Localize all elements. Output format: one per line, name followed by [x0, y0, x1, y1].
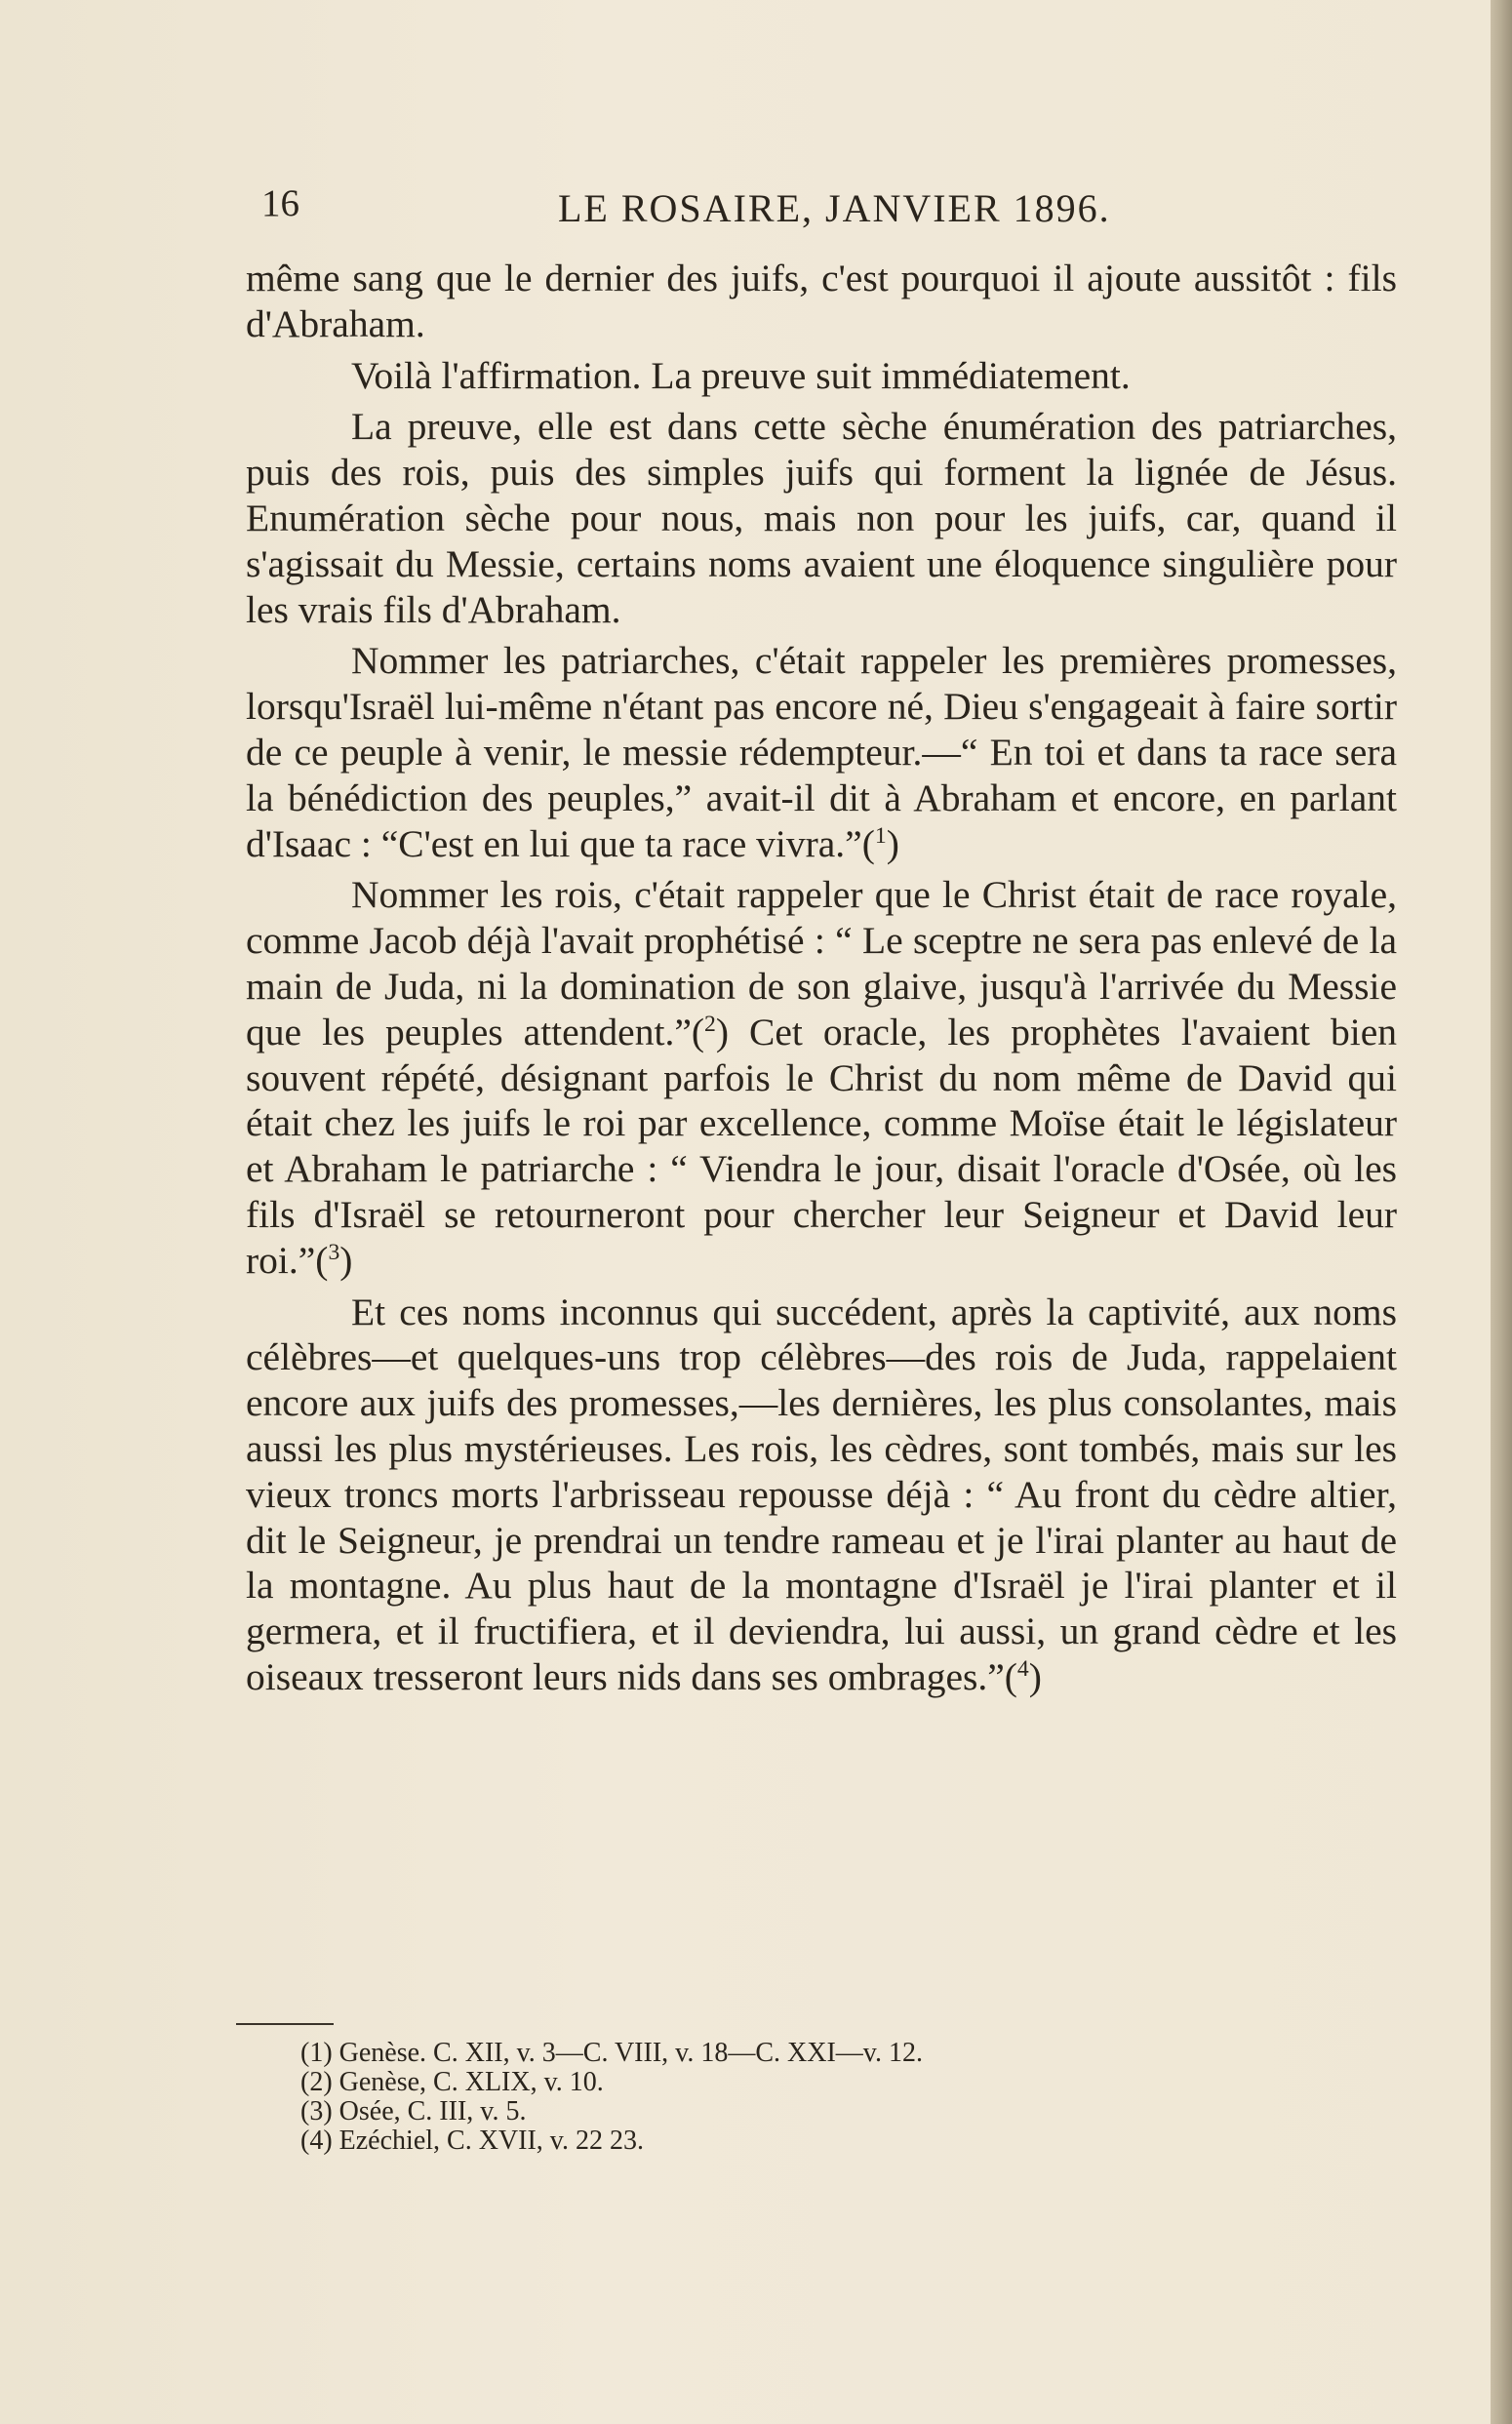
footnote-ref: 4 [1016, 1655, 1029, 1682]
paragraph-text: même sang que le dernier des juifs, c'est pourquoi il ajoute aussitôt : fils d'Abraham. [246, 257, 1397, 345]
paragraph: Et ces noms inconnus qui succédent, après la captivité, aux noms célèbres—et quelques-uns trop célèbres—des rois de Juda, rappelaient encore aux juifs des promesses,—les dernières, les plus consolantes, mais aussi les plus mystérieuses. Les rois, les cèdres, sont tombés, mais sur les vieux troncs morts l'arbrisseau repousse déjà : “ Au front du cèdre altier, dit le Seigneur, je prendrai un tendre rameau et je l'irai planter au haut de la montagne. Au plus haut de la montagne d'Israël je l'irai planter et il germera, et il fructifiera, et il deviendra, lui aussi, un grand cèdre et les oiseaux tresseront leurs nids dans ses ombrages.”($^4$) [246, 1290, 1397, 1698]
paragraph: Nommer les rois, c'était rappeler que le Christ était de race royale, comme Jacob déjà l'avait prophétisé : “ Le sceptre ne sera pas enlevé de la main de Juda, ni la domination de son glaive, jusqu'à l'arrivée du Messie que les peuples attendent.”($^2$) Cet oracle, les prophètes l'avaient bien souvent répété, désignant parfois le Christ du nom même de David qui était chez les juifs le roi par excellence, comme Moïse était le législateur et Abraham le patriarche : “ Viendra le jour, disait l'oracle d'Osée, où les fils d'Israël se retourneront pour chercher leur Seigneur et David leur roi.”($^3$) [246, 873, 1397, 1282]
paragraph-text: Cet oracle, les prophètes l'avaient bien souvent répété, désignant parfois le Christ du nom même de David qui était chez les juifs le roi par excellence, comme Moïse était le législateur et Abraham le patriarche : “ Viendra le jour, disait l'oracle d'Osée, où les fils d'Israël se retourneront pour chercher leur Seigneur et David leur roi.” [246, 1010, 1397, 1282]
running-head: LE ROSAIRE, JANVIER 1896. [558, 186, 1111, 230]
page-edge [1491, 0, 1512, 2424]
paragraph-text: Nommer les patriarches, c'était rappeler les premières promesses, lorsqu'Israël lui-même n'étant pas encore né, Dieu s'engageait à faire sortir de ce peuple à venir, le messie rédempteur.—“ En toi et dans ta race sera la bénédiction des peuples,” avait-il dit à Abraham et encore, en parlant d'Isaac : “C'est en lui que ta race vivra.” [246, 639, 1397, 865]
footnote: (3) Osée, C. III, v. 5. [300, 2096, 527, 2126]
paragraph-text: La preuve, elle est dans cette sèche énumération des patriarches, puis des rois, puis des simples juifs qui forment la lignée de Jésus. Enumération sèche pour nous, mais non pour les juifs, car, quand il s'agissait du Messie, certains noms avaient une éloquence singulière pour les vrais fils d'Abraham. [246, 405, 1397, 631]
paragraph-text: Voilà l'affirmation. La preuve suit immédiatement. [351, 353, 1131, 397]
paragraph [246, 256, 1397, 347]
footnote-divider [236, 2023, 334, 2025]
footnote: (4) Ezéchiel, C. XVII, v. 22 23. [300, 2126, 644, 2156]
footnote: (2) Genèse, C. XLIX, v. 10. [300, 2067, 604, 2097]
paragraph [246, 353, 1397, 399]
footnote-ref: 1 [874, 822, 887, 849]
paragraph-text: Nommer les rois, c'était rappeler que le Christ était de race royale, comme Jacob déjà l'avait prophétisé : “ Le sceptre ne sera pas enlevé de la main de Juda, ni la domination de son glaive, jusqu'à l'arrivée du Messie que les peuples attendent.” [246, 873, 1397, 1053]
footnote-ref: 2 [704, 1011, 716, 1037]
page-number: 16 [261, 182, 299, 224]
footnote-ref: 3 [328, 1239, 340, 1265]
footnotes [300, 2039, 1276, 2156]
paragraph: Nommer les patriarches, c'était rappeler les premières promesses, lorsqu'Israël lui-même n'étant pas encore né, Dieu s'engageait à faire sortir de ce peuple à venir, le messie rédempteur.—“ En toi et dans ta race sera la bénédiction des peuples,” avait-il dit à Abraham et encore, en parlant d'Isaac : “C'est en lui que ta race vivra.”($^1$) [246, 639, 1397, 865]
page-header [261, 181, 1120, 230]
body-text [246, 256, 1397, 1706]
paragraph [246, 404, 1397, 632]
footnote: (1) Genèse. C. XII, v. 3—C. VIII, v. 18—C. XXI—v. 12. [300, 2038, 923, 2068]
paragraph-text: Et ces noms inconnus qui succédent, après la captivité, aux noms célèbres—et quelques-uns trop célèbres—des rois de Juda, rappelaient encore aux juifs des promesses,—les dernières, les plus consolantes, mais aussi les plus mystérieuses. Les rois, les cèdres, sont tombés, mais sur les vieux troncs morts l'arbrisseau repousse déjà : “ Au front du cèdre altier, dit le Seigneur, je prendrai un tendre rameau et je l'irai planter au haut de la montagne. Au plus haut de la montagne d'Israël je l'irai planter et il germera, et il fructifiera, et il deviendra, lui aussi, un grand cèdre et les oiseaux tresseront leurs nids dans ses ombrages.” [246, 1290, 1397, 1698]
